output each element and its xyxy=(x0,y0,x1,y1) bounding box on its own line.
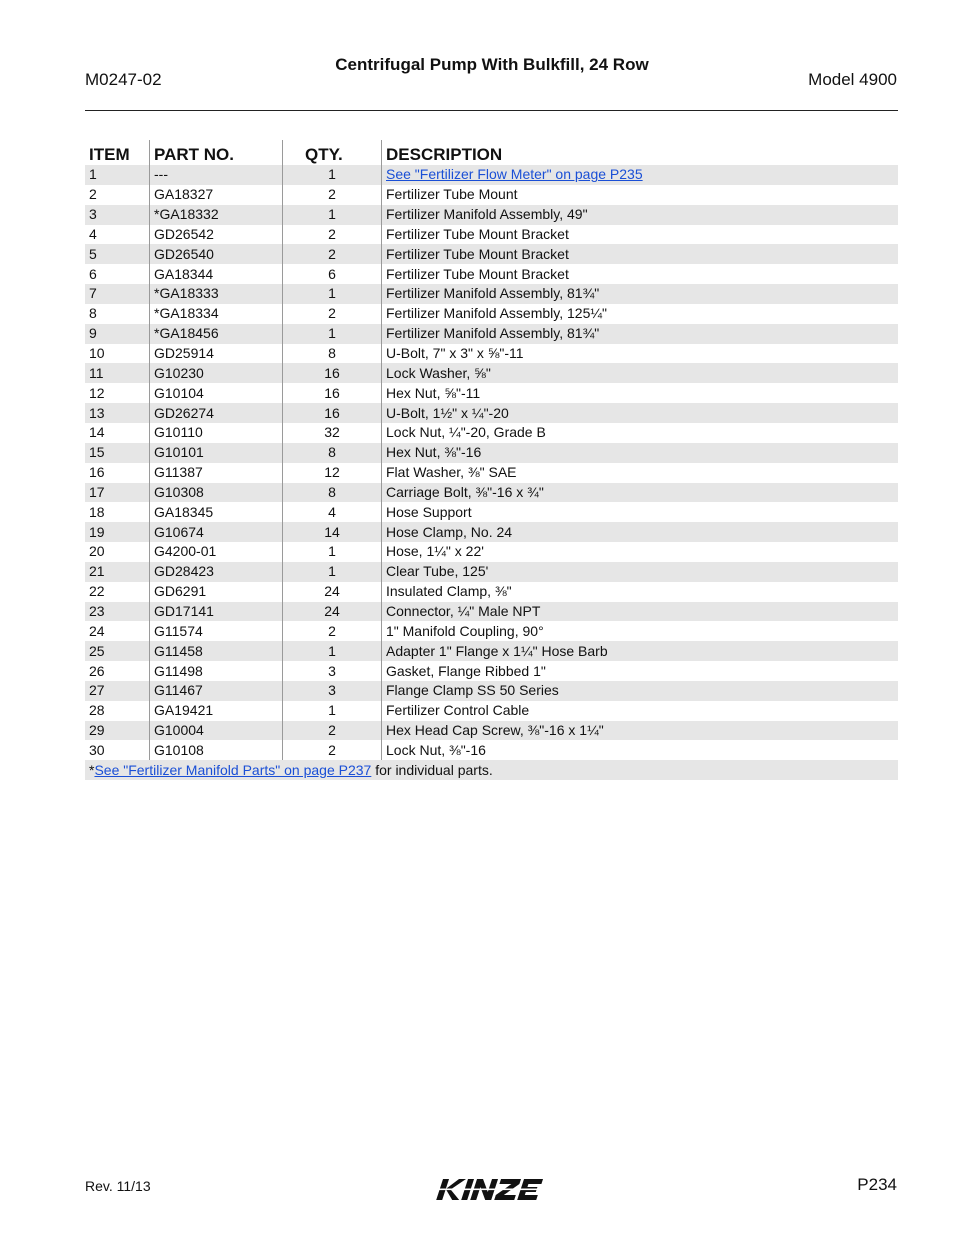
cell-qty: 14 xyxy=(283,522,382,542)
cell-item: 8 xyxy=(89,305,97,322)
table-row xyxy=(85,264,898,284)
cell-part-no: GA19421 xyxy=(150,701,283,721)
footnote-text: for individual parts. xyxy=(371,761,493,778)
cell-item: 16 xyxy=(89,464,105,481)
table-row xyxy=(85,324,898,344)
revision-label: Rev. 11/13 xyxy=(85,1178,151,1194)
cell-description: Flange Clamp SS 50 Series xyxy=(382,681,899,701)
cell-description: Insulated Clamp, ⅜" xyxy=(382,582,899,602)
cell-qty: 16 xyxy=(283,383,382,403)
table-row xyxy=(85,304,898,324)
footnote-marker: * xyxy=(89,761,95,778)
cell-item: 1 xyxy=(85,165,150,185)
cell-description xyxy=(382,165,899,185)
cell-part-no: *GA18456 xyxy=(150,324,283,344)
cell-description: Hex Nut, ⅜"-16 xyxy=(382,443,899,463)
cell-item: 22 xyxy=(89,583,105,600)
cell-description: Fertilizer Tube Mount Bracket xyxy=(382,244,899,264)
table-row xyxy=(85,701,898,721)
page-number: P234 xyxy=(857,1175,897,1194)
cell-qty: 16 xyxy=(283,403,382,423)
cell-item: 6 xyxy=(89,265,97,282)
cell-description: Lock Nut, ⅜"-16 xyxy=(382,740,899,760)
cell-qty: 1 xyxy=(283,165,382,185)
table-row xyxy=(85,463,898,483)
cell-part-no: *GA18332 xyxy=(150,205,283,225)
cell-item: 25 xyxy=(85,641,150,661)
cell-qty: 1 xyxy=(283,205,382,225)
cell-item: 27 xyxy=(85,681,150,701)
cell-description: Fertilizer Manifold Assembly, 49" xyxy=(382,205,899,225)
table-row xyxy=(85,582,898,602)
cell-description: Fertilizer Manifold Assembly, 81¾" xyxy=(382,284,899,304)
cell-part-no: GD6291 xyxy=(150,582,283,602)
cell-description: Fertilizer Control Cable xyxy=(382,701,899,721)
cell-qty: 2 xyxy=(283,304,382,324)
table-row xyxy=(85,344,898,364)
page-title: Centrifugal Pump With Bulkfill, 24 Row xyxy=(335,55,649,74)
cell-description: Flat Washer, ⅜" SAE xyxy=(382,463,899,483)
table-row xyxy=(85,185,898,205)
cell-part-no: G10110 xyxy=(150,423,283,443)
cell-part-no: GD26274 xyxy=(150,403,283,423)
cell-part-no: G10108 xyxy=(150,740,283,760)
cell-item: 3 xyxy=(85,205,150,225)
table-row xyxy=(85,681,898,701)
cell-item: 17 xyxy=(85,483,150,503)
table-row xyxy=(85,641,898,661)
cell-part-no: GA18344 xyxy=(150,264,283,284)
cell-qty: 2 xyxy=(283,721,382,741)
cell-part-no: G11387 xyxy=(150,463,283,483)
cell-item: 9 xyxy=(85,324,150,344)
cell-description: Clear Tube, 125' xyxy=(382,562,899,582)
cell-part-no: *GA18334 xyxy=(150,304,283,324)
table-footnote-row xyxy=(85,760,898,780)
table-row xyxy=(85,244,898,264)
document-code: M0247-02 xyxy=(85,70,162,89)
cell-part-no: G11458 xyxy=(150,641,283,661)
cell-item: 20 xyxy=(89,543,105,560)
cell-description: Fertilizer Tube Mount xyxy=(382,185,899,205)
cell-description: Lock Nut, ¼"-20, Grade B xyxy=(382,423,899,443)
cell-description: Hex Nut, ⅝"-11 xyxy=(382,383,899,403)
cell-item: 2 xyxy=(89,186,97,203)
cell-description: Hex Head Cap Screw, ⅜"-16 x 1¼" xyxy=(382,721,899,741)
column-header-description: DESCRIPTION xyxy=(382,140,899,165)
cell-item: 29 xyxy=(85,721,150,741)
parts-table xyxy=(85,140,898,780)
cell-part-no: G10230 xyxy=(150,363,283,383)
cell-qty: 24 xyxy=(283,602,382,622)
cell-description: Carriage Bolt, ⅜"-16 x ¾" xyxy=(382,483,899,503)
cell-part-no: G10004 xyxy=(150,721,283,741)
cell-item: 11 xyxy=(85,363,150,383)
header-divider xyxy=(85,110,898,111)
cell-item: 23 xyxy=(85,602,150,622)
cell-part-no: G11574 xyxy=(150,621,283,641)
cell-description: Gasket, Flange Ribbed 1" xyxy=(382,661,899,681)
cell-part-no: GA18327 xyxy=(150,185,283,205)
cell-part-no: GD25914 xyxy=(150,344,283,364)
column-header-item: ITEM xyxy=(89,145,130,164)
table-row xyxy=(85,483,898,503)
cell-qty: 8 xyxy=(283,483,382,503)
cell-qty: 8 xyxy=(283,344,382,364)
cell-qty: 12 xyxy=(283,463,382,483)
cell-item: 19 xyxy=(85,522,150,542)
cell-part-no: G10101 xyxy=(150,443,283,463)
table-row xyxy=(85,423,898,443)
cell-description: Fertilizer Manifold Assembly, 125¼" xyxy=(382,304,899,324)
cell-qty: 3 xyxy=(283,661,382,681)
cell-qty: 3 xyxy=(283,681,382,701)
cell-qty: 4 xyxy=(283,502,382,522)
cell-part-no: --- xyxy=(150,165,283,185)
cell-item: 21 xyxy=(85,562,150,582)
cell-item: 18 xyxy=(89,503,105,520)
cell-description: Hose Support xyxy=(382,502,899,522)
cell-item: 30 xyxy=(89,741,105,758)
model-label: Model 4900 xyxy=(808,70,897,89)
cell-description: Adapter 1" Flange x 1¼" Hose Barb xyxy=(382,641,899,661)
cell-item: 28 xyxy=(89,702,105,719)
parts-table-body xyxy=(85,165,898,780)
cell-qty: 1 xyxy=(283,641,382,661)
table-row xyxy=(85,542,898,562)
table-row xyxy=(85,562,898,582)
cell-qty: 1 xyxy=(283,701,382,721)
table-row xyxy=(85,284,898,304)
cell-qty: 1 xyxy=(283,324,382,344)
cell-part-no: G10308 xyxy=(150,483,283,503)
cell-description: Hose Clamp, No. 24 xyxy=(382,522,899,542)
cell-part-no: GD26542 xyxy=(150,225,283,245)
cell-description: Lock Washer, ⅝" xyxy=(382,363,899,383)
cell-description: Fertilizer Tube Mount Bracket xyxy=(382,264,899,284)
cell-qty: 2 xyxy=(283,621,382,641)
manifold-parts-link[interactable]: See "Fertilizer Manifold Parts" on page P237 xyxy=(94,761,372,778)
cell-item: 15 xyxy=(85,443,150,463)
cell-description: 1" Manifold Coupling, 90° xyxy=(382,621,899,641)
cell-qty: 16 xyxy=(283,363,382,383)
cell-qty: 1 xyxy=(283,542,382,562)
table-row xyxy=(85,383,898,403)
cell-item: 12 xyxy=(89,384,105,401)
cell-qty: 2 xyxy=(283,740,382,760)
table-row xyxy=(85,621,898,641)
cell-qty: 24 xyxy=(283,582,382,602)
cell-item: 13 xyxy=(85,403,150,423)
table-row xyxy=(85,740,898,760)
cell-description: Fertilizer Manifold Assembly, 81¾" xyxy=(382,324,899,344)
table-row xyxy=(85,602,898,622)
cell-description: Connector, ¼" Male NPT xyxy=(382,602,899,622)
cell-description: Hose, 1¼" x 22' xyxy=(382,542,899,562)
column-header-part-no: PART NO. xyxy=(150,140,283,165)
kinze-logo xyxy=(430,1176,552,1204)
cell-item: 24 xyxy=(89,622,105,639)
cell-part-no: *GA18333 xyxy=(150,284,283,304)
cell-part-no: G4200-01 xyxy=(150,542,283,562)
cell-part-no: GA18345 xyxy=(150,502,283,522)
cross-reference-link[interactable]: See "Fertilizer Flow Meter" on page P235 xyxy=(386,166,643,183)
cell-item: 14 xyxy=(89,424,105,441)
cell-qty: 6 xyxy=(283,264,382,284)
table-header-row xyxy=(85,140,898,165)
cell-item: 10 xyxy=(89,345,105,362)
cell-part-no: G10674 xyxy=(150,522,283,542)
table-row xyxy=(85,403,898,423)
table-row xyxy=(85,661,898,681)
cell-qty: 1 xyxy=(283,284,382,304)
table-row xyxy=(85,205,898,225)
cell-part-no: G11498 xyxy=(150,661,283,681)
table-row xyxy=(85,522,898,542)
cell-qty: 8 xyxy=(283,443,382,463)
cell-item: 4 xyxy=(89,225,97,242)
cell-description: U-Bolt, 7" x 3" x ⅝"-11 xyxy=(382,344,899,364)
cell-qty: 2 xyxy=(283,185,382,205)
cell-part-no: GD28423 xyxy=(150,562,283,582)
cell-part-no: GD26540 xyxy=(150,244,283,264)
cell-qty: 1 xyxy=(283,562,382,582)
cell-qty: 2 xyxy=(283,244,382,264)
table-row xyxy=(85,721,898,741)
cell-item: 26 xyxy=(89,662,105,679)
table-row xyxy=(85,502,898,522)
cell-item: 7 xyxy=(85,284,150,304)
cell-description: U-Bolt, 1½" x ¼"-20 xyxy=(382,403,899,423)
footnote xyxy=(85,760,898,780)
cell-description: Fertilizer Tube Mount Bracket xyxy=(382,225,899,245)
table-row xyxy=(85,443,898,463)
cell-qty: 32 xyxy=(283,423,382,443)
cell-qty: 2 xyxy=(283,225,382,245)
cell-part-no: G11467 xyxy=(150,681,283,701)
cell-part-no: G10104 xyxy=(150,383,283,403)
table-row xyxy=(85,225,898,245)
cell-part-no: GD17141 xyxy=(150,602,283,622)
column-header-qty: QTY. xyxy=(283,140,382,165)
table-row xyxy=(85,363,898,383)
table-row xyxy=(85,165,898,185)
cell-item: 5 xyxy=(85,244,150,264)
